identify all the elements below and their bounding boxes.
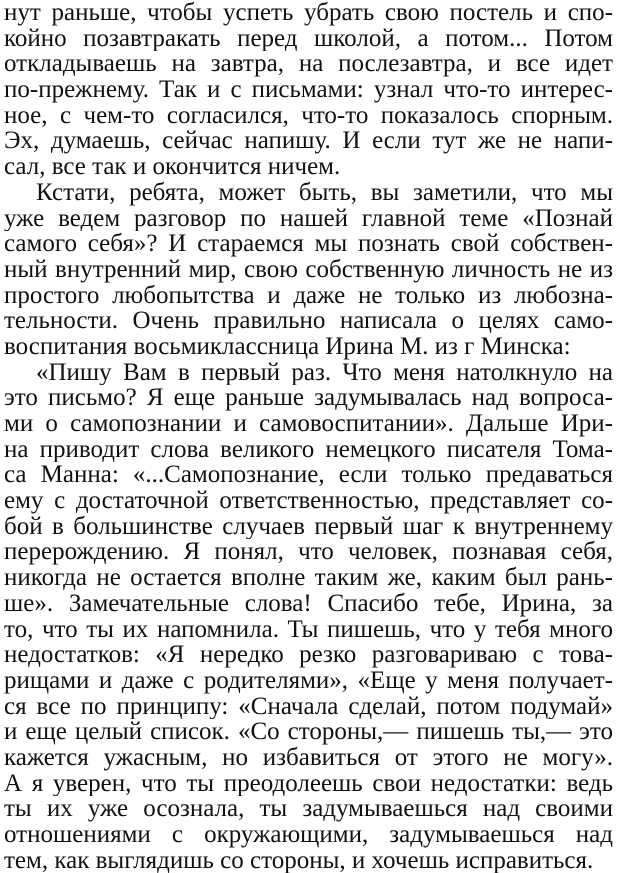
text-line: ему с достаточной ответственностью, представляет со-: [4, 488, 613, 514]
text-line: сал, все так и окончится ничем.: [4, 154, 341, 180]
text-line: уже ведем разговор по нашей главной теме «Познай: [4, 205, 613, 232]
text-line: тем, как выглядишь со стороны, и хочешь исправиться.: [4, 847, 594, 873]
text-line: рищами и даже с родителями», «Еще у меня получает-: [4, 667, 613, 694]
text-line: ми о самопознании и самовоспитании». Дальше Ири-: [4, 411, 613, 437]
text-line: и еще целый список. «Со стороны,— пишешь ты,— это: [4, 719, 613, 745]
text-line: простого любопытства и даже не только из любозна-: [4, 282, 613, 309]
text-line: ное, с чем-то согласился, что-то показалось спорным.: [4, 102, 613, 129]
text-line: воспитания восьмиклассница Ирина М. из г Минска:: [4, 333, 571, 360]
text-line: на приводит слова великого немецкого писателя Тома-: [4, 436, 613, 463]
paragraph-2: [4, 180, 613, 360]
text-line: тельности. Очень правильно написала о целях само-: [4, 308, 613, 334]
text-line: недостатков: «Я нередко резко разговариваю с това-: [4, 642, 613, 668]
text-line: по-прежнему. Так и с письмами: узнал что-то интерес-: [4, 77, 613, 103]
text-line: бой в большинстве случаев первый шаг к внутреннему: [4, 513, 613, 540]
text-line: кажется ужасным, но избавиться от этого не могу».: [4, 744, 613, 771]
text-line: отношениями с окружающими, задумываешься над: [4, 822, 613, 848]
text-line: никогда не остается вполне таким же, каким был рань-: [4, 565, 613, 591]
paragraph-1: [4, 0, 613, 180]
text-line: Кстати, ребята, может быть, вы заметили, что мы: [36, 179, 613, 206]
paragraph-3: [4, 360, 613, 873]
text-line: са Манна: «...Самопознание, если только предаваться: [4, 462, 613, 489]
text-line: ты их уже осознала, ты задумываешься над своими: [4, 796, 613, 822]
text-line: Эх, думаешь, сейчас напишу. И если тут же не напи-: [4, 128, 613, 155]
text-line: ше». Замечательные слова! Спасибо тебе, Ирина, за: [4, 590, 613, 617]
text-line: койно позавтракать перед школой, а потом... Потом: [4, 25, 613, 52]
text-line: самого себя»? И стараемся мы познать свой собствен-: [4, 231, 613, 257]
text-line: «Пишу Вам в первый раз. Что меня натолкнуло на: [36, 359, 613, 386]
text-line: нут раньше, чтобы успеть убрать свою постель и спо-: [4, 0, 613, 26]
text-line: то, что ты их напомнила. Ты пишешь, что у тебя много: [4, 616, 613, 643]
text-line: это письмо? Я еще раньше задумывалась над вопроса-: [4, 385, 613, 411]
text-line: перерождению. Я понял, что человек, познавая себя,: [4, 539, 613, 566]
text-line: ся все по принципу: «Сначала сделай, потом подумай»: [4, 693, 613, 720]
text-line: А я уверен, что ты преодолеешь свои недостатки: ведь: [4, 770, 613, 797]
text-line: откладываешь на завтра, на послезавтра, и все идет: [4, 51, 613, 78]
text-line: ный внутренний мир, свою собственную личность не из: [4, 256, 613, 283]
